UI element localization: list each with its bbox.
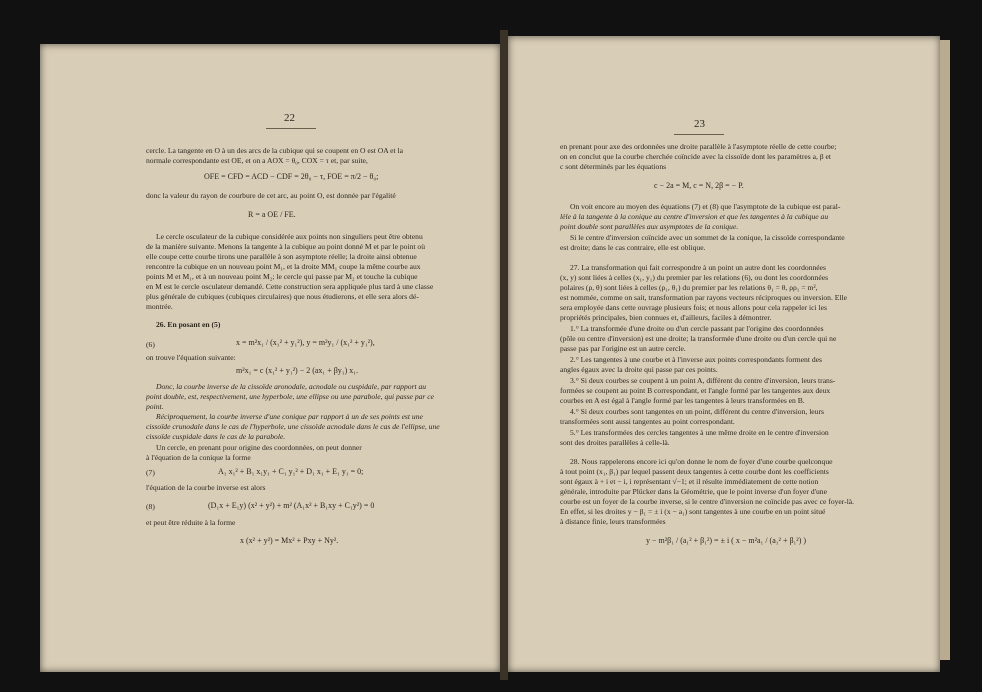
text-line: générale, introduite par Plücker dans la Géométrie, que le point inverse d'un foyer d'une [560, 487, 827, 496]
text-line: 5.° Les transformées des cercles tangentes à une même droite en le centre d'inversion [570, 428, 829, 437]
text-line: et peut être réduite à la forme [146, 518, 236, 527]
text-line: cercle. La tangente en O à un des arcs de la cubique qui se coupent en O est OA et la [146, 146, 404, 155]
text-line: elle coupe cette courbe tirons une parallèle à son asymptote réelle; la droite ainsi obtenue [146, 252, 417, 261]
text-line: sont égaux à + i et − i, i représentant √−1; et il résulte immédiatement de cette notion [560, 477, 819, 486]
text-line: on en conclut que la courbe cherchée coïncide avec la cissoïde dont les paramètres a, β et [560, 152, 831, 161]
equation: x (x² + y²) = Mx² + Pxy + Ny². [240, 536, 339, 545]
text-line: polaires (ρ, θ) sont liées à celles (ρ₁, θ₁) du premier par les relations θ₁ = θ, ρρ₁ = m², [560, 283, 818, 292]
text-line: lèle à la tangente à la conique au centre d'inversion et que les tangentes à la cubique au [560, 212, 829, 221]
text-line: En effet, si les droites y − β₁ = ± i (x − a₁) sont tangentes à une courbe en un point situé [560, 507, 826, 516]
section-text: 27. La transformation qui fait correspondre à un point un autre dont les coordonnées [570, 263, 827, 272]
equation: x = m²x₁ / (x₁² + y₁²), y = m²y₁ / (x₁² + y₁²), [236, 338, 375, 347]
text-line: formées se coupent au point B correspondant, et l'angle formé par les tangentes aux deux [560, 386, 831, 395]
text-line: 4.° Si deux courbes sont tangentes en un point, différent du centre d'inversion, leurs [570, 407, 824, 416]
equation: R = a OE / FE. [248, 210, 296, 219]
section-heading: 26. En posant en (5) [156, 320, 221, 329]
equation: (D₁x + E₁y) (x² + y²) + m² (A₁x² + B₁xy + C₁y²) = 0 [208, 501, 375, 510]
page-number: 23 [694, 118, 705, 130]
page-edges [940, 40, 950, 660]
text-line: propriétés principales, bien connues et, d'ailleurs, faciles à démontrer. [560, 313, 772, 322]
equation: OFE = CFD = ACD − CDF = 2θ₀ − τ, FOE = π/2 − θ₀; [204, 172, 379, 181]
text-line: sont des droites parallèles à celle-là. [560, 438, 670, 447]
header-rule [266, 128, 316, 129]
text-line: on trouve l'équation suivante: [146, 353, 236, 362]
header-rule [674, 134, 724, 135]
text-line: en prenant pour axe des ordonnées une droite parallèle à l'asymptote réelle de cette courbe; [560, 142, 837, 151]
text-line: transformées sont aussi tangentes au point correspondant. [560, 417, 735, 426]
text-line: 2.° Les tangentes à une courbe et à l'inverse aux points correspondants forment des [570, 355, 822, 364]
text-line: Donc, la courbe inverse de la cissoïde aronodale, acnodale ou cuspidale, par rapport au [156, 382, 427, 391]
text-line: courbe est un foyer de la courbe inverse, si le centre d'inversion ne coïncide pas avec ce foyer-là. [560, 497, 855, 506]
text-line: de la manière suivante. Menons la tangente à la cubique au point donné M et par le point où [146, 242, 425, 251]
text-line: On voit encore au moyen des équations (7) et (8) que l'asymptote de la cubique est paral- [570, 202, 841, 211]
equation: y − m²β₁ / (a₁² + β₁²) = ± i ( x − m²a₁ / (a₁² + β₁²) ) [646, 536, 807, 545]
page-number: 22 [284, 112, 295, 124]
text-line: donc la valeur du rayon de courbure de cet arc, au point O, est donnée par l'égalité [146, 191, 396, 200]
equation-number: (7) [146, 468, 155, 477]
text-line: 1.° La transformée d'une droite ou d'un cercle passant par l'origine des coordonnées [570, 324, 824, 333]
text-line: Réciproquement, la courbe inverse d'une conique par rapport à un de ses points est une [156, 412, 423, 421]
text-line: Le cercle osculateur de la cubique considérée aux points non singuliers peut être obtenu [156, 232, 423, 241]
text-line: point. [146, 402, 164, 411]
equation: A₁ x₁² + B₁ x₁y₁ + C₁ y₁² + D₁ x₁ + E₁ y₁ = 0; [218, 467, 364, 476]
equation-number: (6) [146, 340, 155, 349]
text-line: est droite; dans le cas contraire, elle est oblique. [560, 243, 706, 252]
text-line: montrée. [146, 302, 173, 311]
text-line: (pôle ou centre d'inversion) est une droite; la transformée d'une droite ou d'un cercle qui ne [560, 334, 837, 343]
text-line: (x, y) sont liées à celles (x₁, y₁) du premier par les relations (6), ou dont les coordonnées [560, 273, 829, 282]
section-text: 28. Nous rappelerons encore ici qu'on donne le nom de foyer d'une courbe quelconque [570, 457, 833, 466]
text-line: points M et M₁, et à un nouveau point M₂; le cercle qui passe par M₂ et touche la cubique [146, 272, 418, 281]
left-page [40, 44, 500, 672]
text-line: cissoïde cuspidale dans le cas de la parabole. [146, 432, 286, 441]
text-line: l'équation de la courbe inverse est alors [146, 483, 266, 492]
text-line: point double sont parallèles aux asymptotes de la conique. [560, 222, 739, 231]
text-line: angles égaux avec la droite qui passe par ces points. [560, 365, 718, 374]
equation-number: (8) [146, 502, 155, 511]
right-page [508, 36, 940, 672]
text-line: sera employée dans cette ouvrage plusieurs fois; et nous allons pour cela rappeler ici les [560, 303, 827, 312]
text-line: point double, est, respectivement, une hyperbole, une ellipse ou une parabole, qui passe par ce [146, 392, 435, 401]
text-line: passe pas par l'origine est un autre cercle. [560, 344, 686, 353]
text-line: cissoïde crunodale dans le cas de l'hyperbole, une cissoïde acnodale dans le cas de l'ellipse, une [146, 422, 440, 431]
text-line: en M est le cercle osculateur demandé. Cette construction sera appliquée plus tard à une classe [146, 282, 434, 291]
text-line: Un cercle, en prenant pour origine des coordonnées, on peut donner [156, 443, 362, 452]
text-line: c sont déterminés par les équations [560, 162, 667, 171]
book-spine [500, 30, 508, 680]
text-line: est nommée, comme on sait, transformation par rayons vecteurs réciproques ou inversion. Elle [560, 293, 848, 302]
text-line: courbes en A est égal à l'angle formé par les tangentes à leurs transformées en B. [560, 396, 805, 405]
text-line: rencontre la cubique en un nouveau point M₁, et la droite MM₁ coupe la même courbe aux [146, 262, 421, 271]
equation: c − 2a = M, c = N, 2β = − P. [654, 181, 744, 190]
equation: m²x₁ = c (x₁² + y₁²) − 2 (ax₁ + βy₁) x₁. [236, 366, 359, 375]
text-line: plus générale de cubiques (cubiques circulaires) que nous étudierons, et elle sera alors dé- [146, 292, 419, 301]
text-line: normale correspondante est OE, et on a AOX = θ₀, COX = τ et, par suite, [146, 156, 368, 165]
text-line: à distance finie, leurs transformées [560, 517, 666, 526]
text-line: Si le centre d'inversion coïncide avec un sommet de la conique, la cissoïde correspondante [570, 233, 845, 242]
text-line: à l'équation de la conique la forme [146, 453, 251, 462]
text-line: à tout point (x₁, β₁) par lequel passent deux tangentes à cette courbe dont les coefficients [560, 467, 829, 476]
text-line: 3.° Si deux courbes se coupent à un point A, différent du centre d'inversion, leurs trans- [570, 376, 836, 385]
